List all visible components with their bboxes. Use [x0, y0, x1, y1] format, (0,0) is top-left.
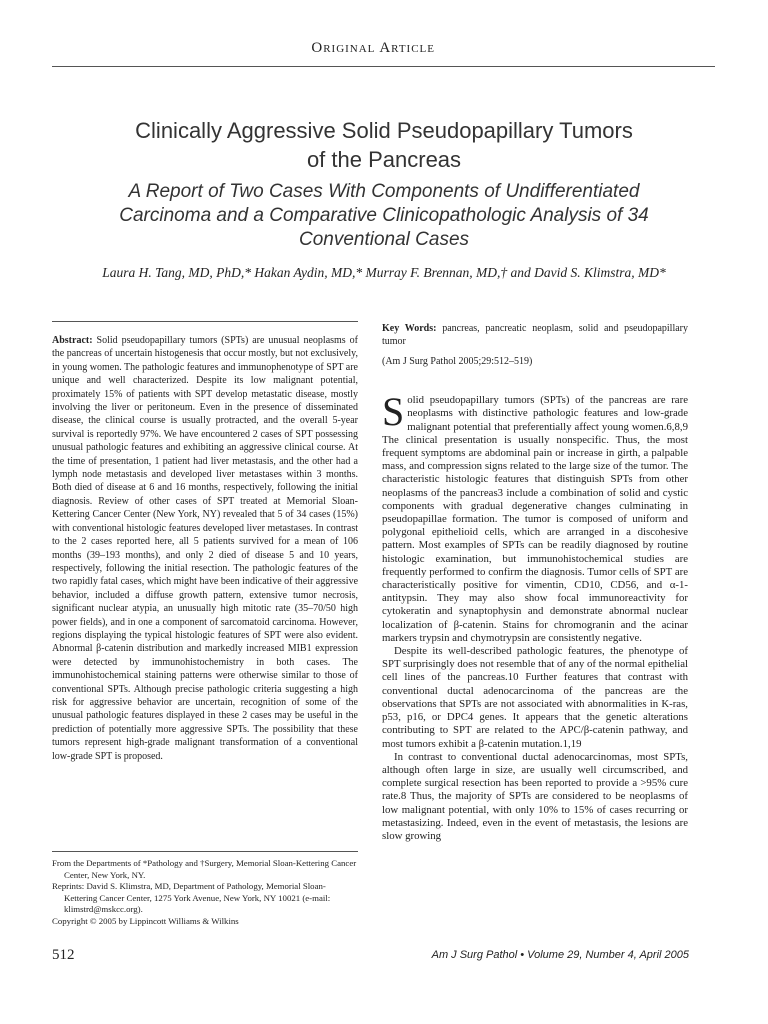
article-title	[0, 116, 768, 174]
body-paragraph-1-text: olid pseudopapillary tumors (SPTs) of the pancreas are rare neoplasms with distinctive pathologic features and low-grade malignant potential that preferentially affect young women.6,8,9 The clinical presentation is usually nonspecific. Thus, the most frequent symptoms are abdominal pain or increase in girth, a palpable mass, and compression signs related to the large size of the tumor. The characteristic histologic features that distinguish SPTs from other neoplasms of the pancreas3 include a combination of solid and cystic components with gradual degenerative changes culminating in pseudopapillae formation. The tumor is composed of uniform and polygonal epithelioid cells, which are arranged in a discohesive pattern. Most examples of SPTs can be readily diagnosed by routine histologic examination, but immunohistochemical studies are frequently performed to confirm the diagnosis. Tumor cells of SPT are characteristically positive for vimentin, CD10, CD56, and α-1-antitypsin. They may also show focal immunoreactivity for cytokeratin and synaptophysin and demonstrate abnormal nuclear localization of β-catenin. Stains for chromogranin and the acinar markers trypsin and chymotrypsin are consistently negative.	[382, 394, 688, 644]
footnote-copyright: Copyright © 2005 by Lippincott Williams & Wilkins	[52, 915, 239, 926]
footnote-affiliation: From the Departments of *Pathology and †Surgery, Memorial Sloan-Kettering Cancer Center, New York, NY.	[52, 858, 357, 880]
body-paragraph-2: Despite its well-described pathologic features, the phenotype of SPT surprisingly does not resemble that of any of the normal epithelial cell lines of the pancreas.10 Further features that contrast with conventional ductal adenocarcinoma of the pancreas are the observations that SPTs are not associated with abnormalities in K-ras, p53, p16, or DPC4 genes. It appears that the genetic alterations contributing to SPT are related to the APC/β-catenin pathway, and most tumors exhibit a β-catenin mutation.1,19	[382, 645, 688, 750]
footnote-reprints: Reprints: David S. Klimstra, MD, Department of Pathology, Memorial Sloan-Kettering Cancer Center, 1275 York Avenue, New York, NY 10021 (e-mail: klimstrd@mskcc.org).	[52, 881, 331, 915]
keywords-label: Key Words:	[382, 323, 437, 334]
abstract-label: Abstract:	[52, 335, 93, 346]
article-subtitle	[0, 180, 768, 252]
section-label: Original Article	[311, 40, 435, 56]
abstract-rule	[52, 321, 358, 322]
journal-footer: Am J Surg Pathol • Volume 29, Number 4, April 2005	[431, 949, 689, 961]
keywords-text: pancreas, pancreatic neoplasm, solid and pseudopapillary tumor	[382, 323, 688, 348]
keywords	[382, 322, 688, 349]
abstract	[52, 334, 358, 763]
header-rule	[52, 66, 715, 67]
main-column	[382, 322, 688, 843]
author-list: Laura H. Tang, MD, PhD,* Hakan Aydin, MD,* Murray F. Brennan, MD,† and David S. Klimstra, MD*	[102, 265, 666, 280]
citation: (Am J Surg Pathol 2005;29:512–519)	[382, 355, 533, 367]
body-paragraph-1	[382, 389, 688, 645]
article-subtitle-text: A Report of Two Cases With Components of Undifferentiated Carcinoma and a Comparative Clinicopathologic Analysis of 34 Conventional Cases	[119, 181, 649, 250]
abstract-column	[52, 334, 358, 763]
page-number: 512	[52, 947, 75, 963]
footnote-rule	[52, 851, 358, 852]
dropcap: S	[382, 389, 405, 435]
article-title-text: Clinically Aggressive Solid Pseudopapillary Tumors of the Pancreas	[135, 118, 633, 172]
abstract-text: Solid pseudopapillary tumors (SPTs) are unusual neoplasms of the pancreas of uncertain histogenesis that occur mostly, but not exclusively, in young women. The pathologic features and immunophenotype of SPT are unique and well characterized. Despite its low malignant potential, proximately 15% of patients with SPT develop metastatic disease, mostly involving the liver or peritoneum. Even in the presence of disseminated disease, the clinical course is usually protracted, and the overall 5-year survival is reportedly 97%. We have encountered 2 cases of SPT possessing unusual pathologic features and exhibiting an aggressive clinical course. At the time of presentation, 1 patient had liver metastasis, and the other had a lymph node metastasis and developed liver metastases within 3 months. Both died of disease at 6 and 16 months, respectively, following the initial diagnosis. Review of other cases of SPT treated at Memorial Sloan-Kettering Cancer Center (New York, NY) revealed that 5 of 34 cases (15%) with conventional histologic features developed liver metastases. In contrast to the 2 cases reported here, all 5 patients survived for a mean of 106 months (39–193 months), and only 2 died of disease 5 and 10 years, respectively, following the initial resection. The pathologic features of the two rapidly fatal cases, which might have been indicative of their aggressive behavior, included a diffuse growth pattern, extensive tumor necrosis, significant nuclear atypia, an unusually high mitotic rate (35–70/50 high power fields), and in one a component of sarcomatoid carcinoma. However, regions displaying the typical histologic features of SPT were also evident. Abnormal β-catenin distribution and markedly increased MIB1 expression were detected by immunohistochemistry in both cases. The immunohistochemical staining patterns were otherwise similar to those of conventional SPTs. Although precise pathologic criteria suggesting a high risk for aggressive behavior are uncertain, recognition of some of the unusual pathologic features displayed in these 2 cases may be useful in the prediction of potentially more aggressive SPTs. The possibility that these tumors represent high-grade malignant transformation of a conventional low-grade SPT is proposed.	[52, 335, 359, 762]
footnotes	[52, 858, 358, 928]
body-paragraph-3: In contrast to conventional ductal adenocarcinomas, most SPTs, although often large in size, are usually well circumscribed, and complete surgical resection has been reported to provide a >95% cure rate.8 Thus, the majority of SPTs are considered to be neoplasms of low malignant potential, with only 10% to 15% of cases recurring or metastasizing. Indeed, even in the event of metastasis, the lesions are slow growing	[382, 750, 688, 842]
